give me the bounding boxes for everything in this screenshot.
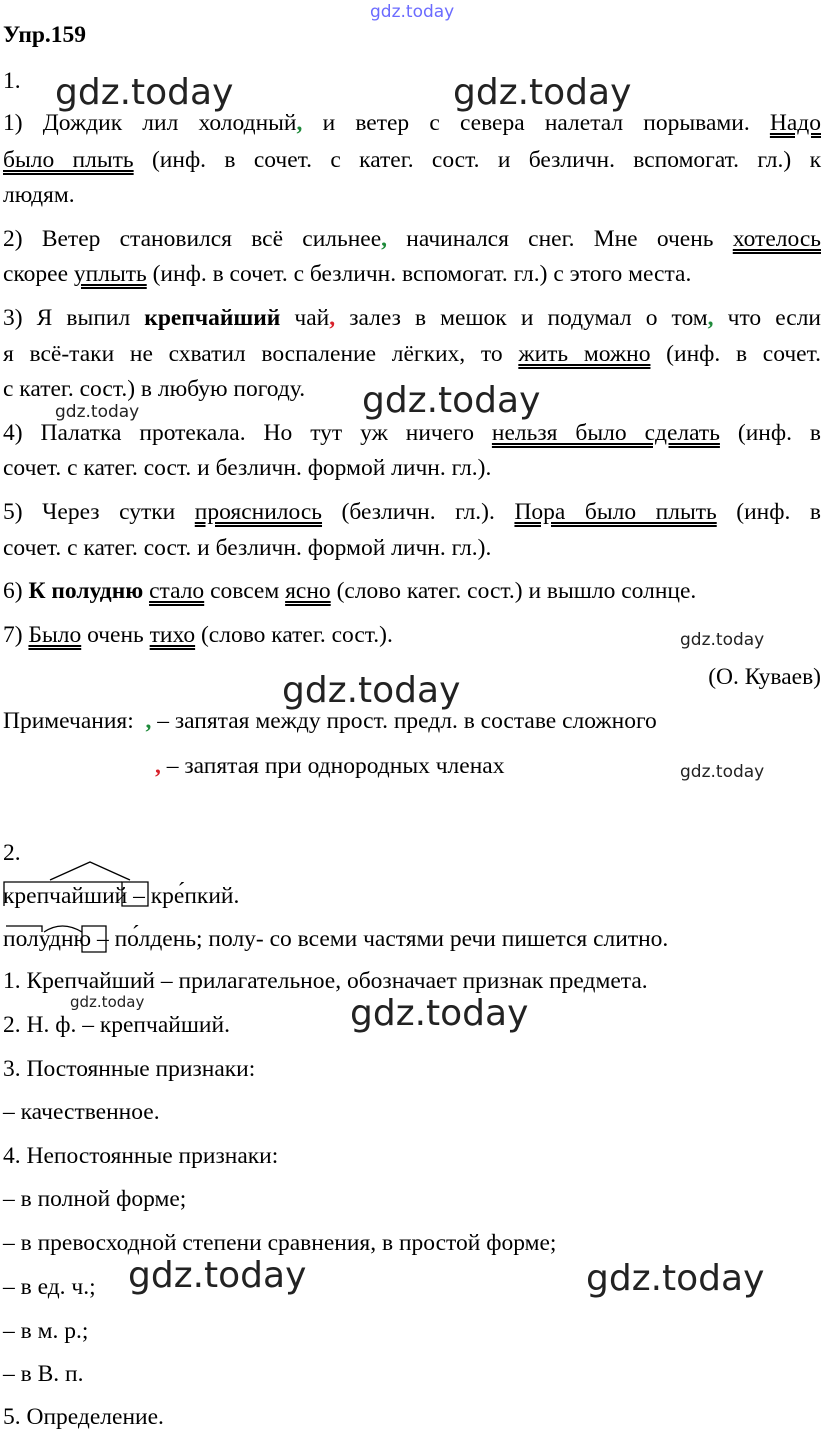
sentence-7-text: 7) [3,622,29,648]
watermark: gdz.today [586,1258,765,1299]
green-comma: , [381,226,388,252]
notes-label: Примечания: [3,708,134,734]
sentence-3-text: чай [280,305,330,331]
bold-word: крепчайший [144,305,281,331]
sentence-5-line-2: сочет. с катег. сост. и безличн. формой личн. гл.). [3,535,492,561]
notes-text: – запятая при однородных членах [160,753,505,779]
sentence-1-line-2 [3,145,821,175]
green-comma: , [145,708,152,734]
analysis-item: – в ед. ч.; [3,1274,96,1300]
predicate: было плыть [3,147,134,173]
red-comma: , [329,305,336,331]
watermark: gdz.today [70,993,145,1011]
notes-line-1 [3,706,657,736]
sentence-4-text: (инф. в [719,420,821,446]
sentence-2-text: скорее [3,261,74,287]
watermark: gdz.today [680,762,765,782]
predicate: стало [149,578,205,604]
sentence-2-text: (инф. в сочет. с безличн. вспомогат. гл.) с этого места. [146,261,692,287]
notes-line-2 [155,751,504,781]
watermark: gdz.today [362,380,541,421]
sentence-3-text: я всё-таки не схватил воспаление лёгких, то [3,341,519,367]
green-comma: , [707,305,714,331]
sentence-3-text: (инф. в сочет. [650,341,821,367]
sentence-3-text: что если [713,305,822,331]
predicate: прояснилось [194,499,323,525]
bold-word: К полудню [28,578,144,604]
analysis-item: – в В. п. [3,1361,84,1387]
sentence-2-text: начинался снег. Мне очень [387,226,733,252]
sentence-3-line-1 [3,303,821,333]
watermark: gdz.today [680,630,765,650]
sentence-5-text: (безличн. гл.). [322,499,515,525]
sentence-3-line-2 [3,339,821,369]
sentence-6-text: (слово катег. сост.) и вышло солнце. [330,578,697,604]
sentence-4-text: 4) Палатка протекала. Но тут уж ничего [3,420,492,446]
sentence-2-line-1 [3,224,821,254]
watermark-top: gdz.today [370,2,455,22]
sentence-3-text: 3) Я выпил [3,305,145,331]
watermark: gdz.today [128,1255,307,1296]
sentence-1-text: 1) Дождик лил холодный [3,110,297,136]
morph-text: – кре́пкий. [127,883,240,909]
sentence-4-line-2: сочет. с катег. сост. и безличн. формой личн. гл.). [3,455,492,481]
analysis-item: – в полной форме; [3,1186,187,1212]
morph-line-1 [3,881,239,911]
predicate: хотелось [732,226,821,252]
watermark: gdz.today [453,72,632,113]
sentence-1-text: (инф. в сочет. с катег. сост. и безличн. вспомогат. гл.) к [133,147,821,173]
author-attribution: (О. Куваев) [708,664,821,690]
sentence-1-text: и ветер с севера налетал порывами. [302,110,770,136]
sentence-5-text: 5) Через сутки [3,499,195,525]
analyzed-word: крепчайший [3,883,128,909]
sentence-1-line-1 [3,108,821,138]
analysis-item: 3. Постоянные признаки: [3,1056,256,1082]
watermark: gdz.today [282,670,461,711]
root-arc [50,862,130,880]
sentence-4-line-1 [3,418,821,448]
sentence-3-line-3: с катег. сост.) в любую погоду. [3,376,306,402]
sentence-6-text: 6) [3,578,29,604]
sentence-5-text: (инф. в [716,499,821,525]
sentence-2-line-2 [3,259,691,289]
predicate: нельзя было сделать [491,420,720,446]
predicate: жить можно [518,341,651,367]
predicate: Было [28,622,82,648]
sentence-3-text: залез в мешок и подумал о том [335,305,708,331]
sentence-6 [3,576,696,606]
section-number: 1. [3,68,21,94]
analysis-item: – качественное. [3,1099,160,1125]
exercise-title: Упр.159 [3,22,87,48]
sentence-7-text: очень [81,622,150,648]
predicate: тихо [149,622,196,648]
analysis-item: – в превосходной степени сравнения, в простой форме; [3,1230,557,1256]
morph-text: – по́лдень; полу- со всеми частями речи пишется слитно. [91,926,669,952]
red-comma: , [155,753,161,779]
watermark: gdz.today [55,72,234,113]
morph-line-2 [3,924,668,954]
sentence-1-line-3: людям. [3,182,75,208]
watermark: gdz.today [55,402,140,422]
sentence-5-line-1 [3,497,821,527]
sentence-2-text: 2) Ветер становился всё сильнее [3,226,382,252]
notes-text: – запятая между прост. предл. в составе сложного [151,708,657,734]
predicate: ясно [285,578,331,604]
analysis-item: 2. Н. ф. – крепчайший. [3,1012,230,1038]
sentence-7-text: (слово катег. сост.). [195,622,393,648]
section-number: 2. [3,840,21,866]
sentence-6-text: совсем [204,578,286,604]
analysis-item: 4. Непостоянные признаки: [3,1143,279,1169]
green-comma: , [296,110,303,136]
analyzed-word: полудню [3,926,92,952]
analysis-item: – в м. р.; [3,1318,89,1344]
predicate: Надо [769,110,821,136]
analysis-item: 5. Определение. [3,1404,164,1430]
analysis-item: 1. Крепчайший – прилагательное, обозначает признак предмета. [3,968,648,994]
watermark: gdz.today [350,993,529,1034]
predicate: уплыть [73,261,147,287]
sentence-7 [3,620,393,650]
predicate: Пора было плыть [514,499,717,525]
